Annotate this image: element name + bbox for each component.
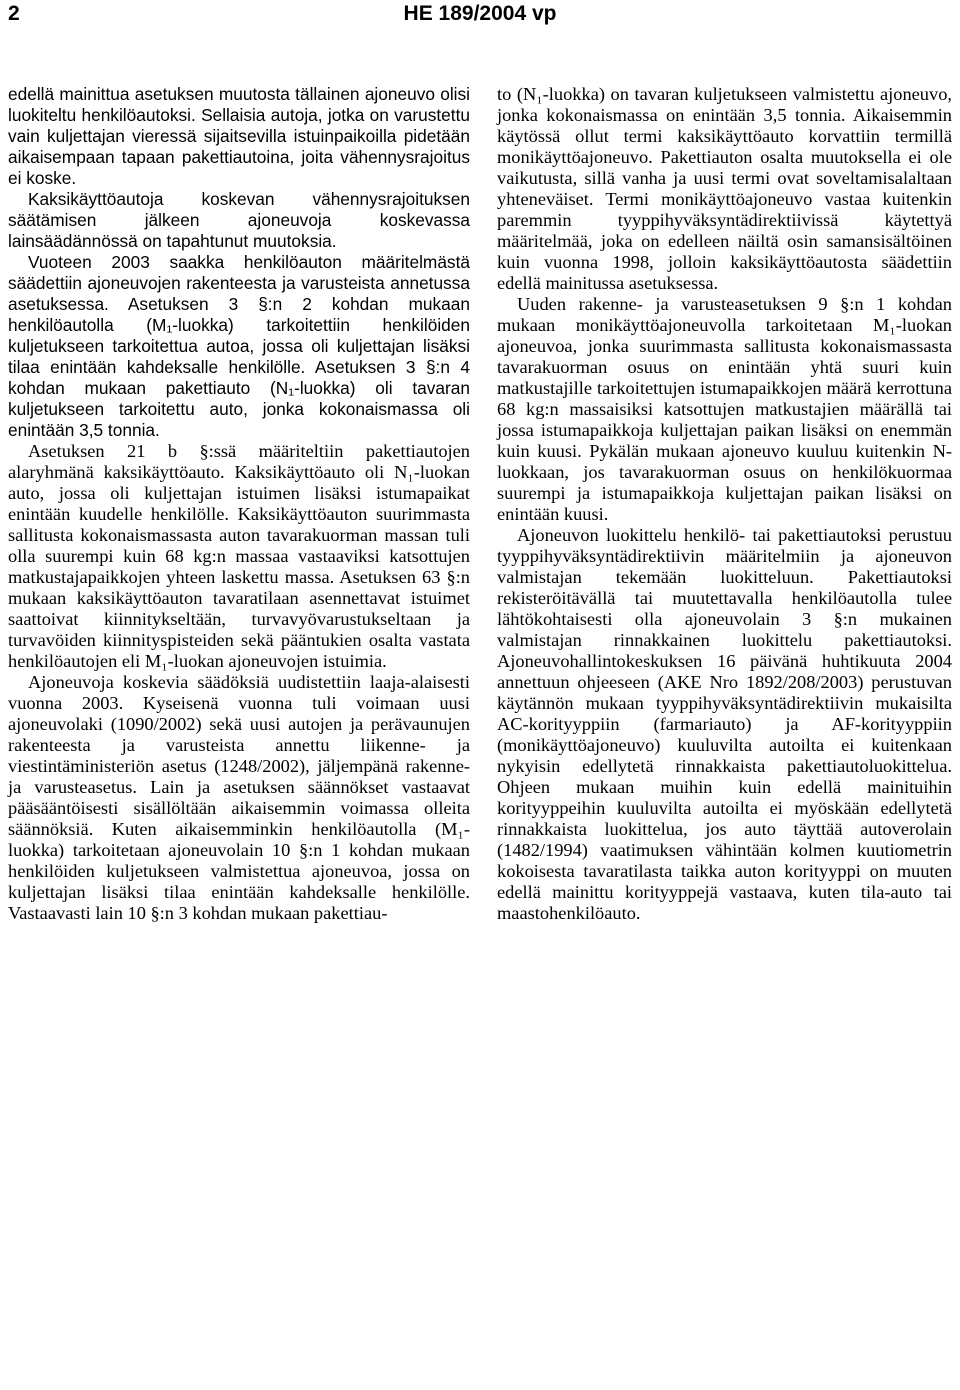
- paragraph: Uuden rakenne- ja varusteasetuksen 9 §:n 1 kohdan mukaan monikäyttöajoneuvolla tarkoitetaan M₁-luokan ajoneuvoa, jonka suurimmasta sallitusta kokonaismassasta tavarakuorman osuus on enintään yhtä suuri kuin matkustajille tarkoitettujen istumapaikkojen määrä kerrottuna 68 kg:n massaisiksi katsottujen matkustajien määrällä tai jossa istumapaikkoja kuljettajan paikan lisäksi on enemmän kuin kuusi. Pykälän mukaan ajoneuvo kuuluu kuitenkin N-luokkaan, jos tavarakuorman osuus on henkilökuormaa suurempi ja istumapaikkoja kuljettajan paikan lisäksi on enintään kuusi.: [497, 294, 952, 524]
- page-header: [8, 0, 952, 32]
- document-id: HE 189/2004 vp: [403, 2, 557, 25]
- right-column: [497, 84, 952, 924]
- paragraph: Ajoneuvoja koskevia säädöksiä uudistettiin laaja-alaisesti vuonna 2003. Kyseisenä vuonna tuli voimaan uusi ajoneuvolaki (1090/2002) sekä uusi autojen ja perävaunujen rakenteesta ja varusteista annettu liikenne- ja viestintäministeriön asetus (1248/2002), jäljempänä rakenne- ja varusteasetus. Lain ja asetuksen säännökset vastaavat pääsääntöisesti sisällöltään aikaisemmin voimassa olleita säännöksiä. Kuten aikaisemminkin henkilöautolla (M₁-luokka) tarkoitetaan ajoneuvolain 10 §:n 1 kohdan mukaan henkilöiden kuljetukseen valmistettua ajoneuvoa, jossa on kuljettajan lisäksi tilaa enintään kahdeksalle henkilölle. Vastaavasti lain 10 §:n 3 kohdan mukaan pakettiau-: [8, 672, 470, 923]
- paragraph: to (N₁-luokka) on tavaran kuljetukseen valmistettu ajoneuvo, jonka kokonaismassa on enintään 3,5 tonnia. Aikaisemmin käytössä ollut termi kaksikäyttöauto korvattiin termillä monikäyttöajoneuvo. Pakettiauton osalta muutoksella ei ole vaikutusta, sillä vanha ja uusi termi ovat soveltamisalaltaan yhteneväiset. Termi monikäyttöajoneuvo vastaa kuitenkin paremmin tyyppihyväksyntädirektiivissä käytettyä määritelmää, joka on edelleen näiltä osin samansisältöinen kuin vuonna 1998, jolloin kaksikäyttöautosta säädettiin edellä mainitussa asetuksessa.: [497, 84, 952, 293]
- paragraph: Ajoneuvon luokittelu henkilö- tai pakettiautoksi perustuu tyyppihyväksyntädirektiivin määritelmiin ja ajoneuvon valmistajan tekemään luokitteluun. Pakettiautoksi rekisteröitävällä tai muutettavalla henkilöautolla tulee lähtökohtaisesti olla ajoneuvolain 3 §:n mukainen valmistajan rinnakkainen luokittelu pakettiautoksi. Ajoneuvohallintokeskuksen 16 päivänä huhtikuuta 2004 annettuun ohjeeseen (AKE Nro 1892/208/2003) perustuvan käytännön mukaan tyyppihyväksyntädirektiivin mukaisilta AC-korityyppiin (farmariauto) ja AF-korityyppiin (monikäyttöajoneuvo) kuuluvilta autoilta ei kuitenkaan nykyisin edellytetä rinnakkaista pakettiautoluokittelua. Ohjeen mukaan muihin kuin edellä mainituihin korityyppeihin kuuluvilta autoilta ei myöskään edellytetä rinnakkaista luokittelua, jos auto täyttää autoverolain (1482/1994) vaatimuksen vähintään kolmen kuutiometrin kokoisesta tavaratilasta taikka auton korityyppi on muuten edellä mainittu korityyppejä vastaava, kuten tila-auto tai maastohenkilöauto.: [497, 525, 952, 923]
- page-number: 2: [8, 2, 20, 25]
- paragraph: Vuoteen 2003 saakka henkilöauton määritelmästä säädettiin ajoneuvojen rakenteesta ja varusteista annetussa asetuksessa. Asetuksen 3 §:n 2 kohdan mukaan henkilöautolla (M₁-luokka) tarkoitettiin henkilöiden kuljetukseen tarkoitettua autoa, jossa oli kuljettajan lisäksi tilaa enintään kahdeksalle henkilölle. Asetuksen 3 §:n 4 kohdan mukaan pakettiauto (N₁-luokka) oli tavaran kuljetukseen tarkoitettu auto, jonka kokonaismassa oli enintään 3,5 tonnia.: [8, 252, 470, 440]
- paragraph: Kaksikäyttöautoja koskevan vähennysrajoituksen säätämisen jälkeen ajoneuvoja koskevassa lainsäädännössä on tapahtunut muutoksia.: [8, 189, 470, 251]
- left-column: [8, 84, 470, 924]
- paragraph: Asetuksen 21 b §:ssä määriteltiin pakettiautojen alaryhmänä kaksikäyttöauto. Kaksikäyttöauto oli N₁-luokan auto, jossa oli kuljettajan istuimen lisäksi istumapaikat enintään kuudelle henkilölle. Kaksikäyttöauton suurimmasta sallitusta kokonaismassasta auton tavarakuorman massan tuli olla suurempi kuin 68 kg:n massaa vastaaviksi katsottujen matkustajapaikkojen yhteen laskettu massa. Asetuksen 63 §:n mukaan kaksikäyttöauton tavaratilaan asennettavat istuimet saattoivat kiinnitykseltään, turvavyövarustukseltaan ja turvavöiden kiinnityspisteiden sekä pääntukien osalta vastata henkilöautojen eli M₁-luokan ajoneuvojen istuimia.: [8, 441, 470, 671]
- paragraph: edellä mainittua asetuksen muutosta tällainen ajoneuvo olisi luokiteltu henkilöautoksi. Sellaisia autoja, jotka on varustettu vain kuljettajan vieressä sijaitsevilla istuinpaikoilla pidetään aikaisempaan tapaan pakettiautoina, joita vähennysrajoitus ei koske.: [8, 84, 470, 188]
